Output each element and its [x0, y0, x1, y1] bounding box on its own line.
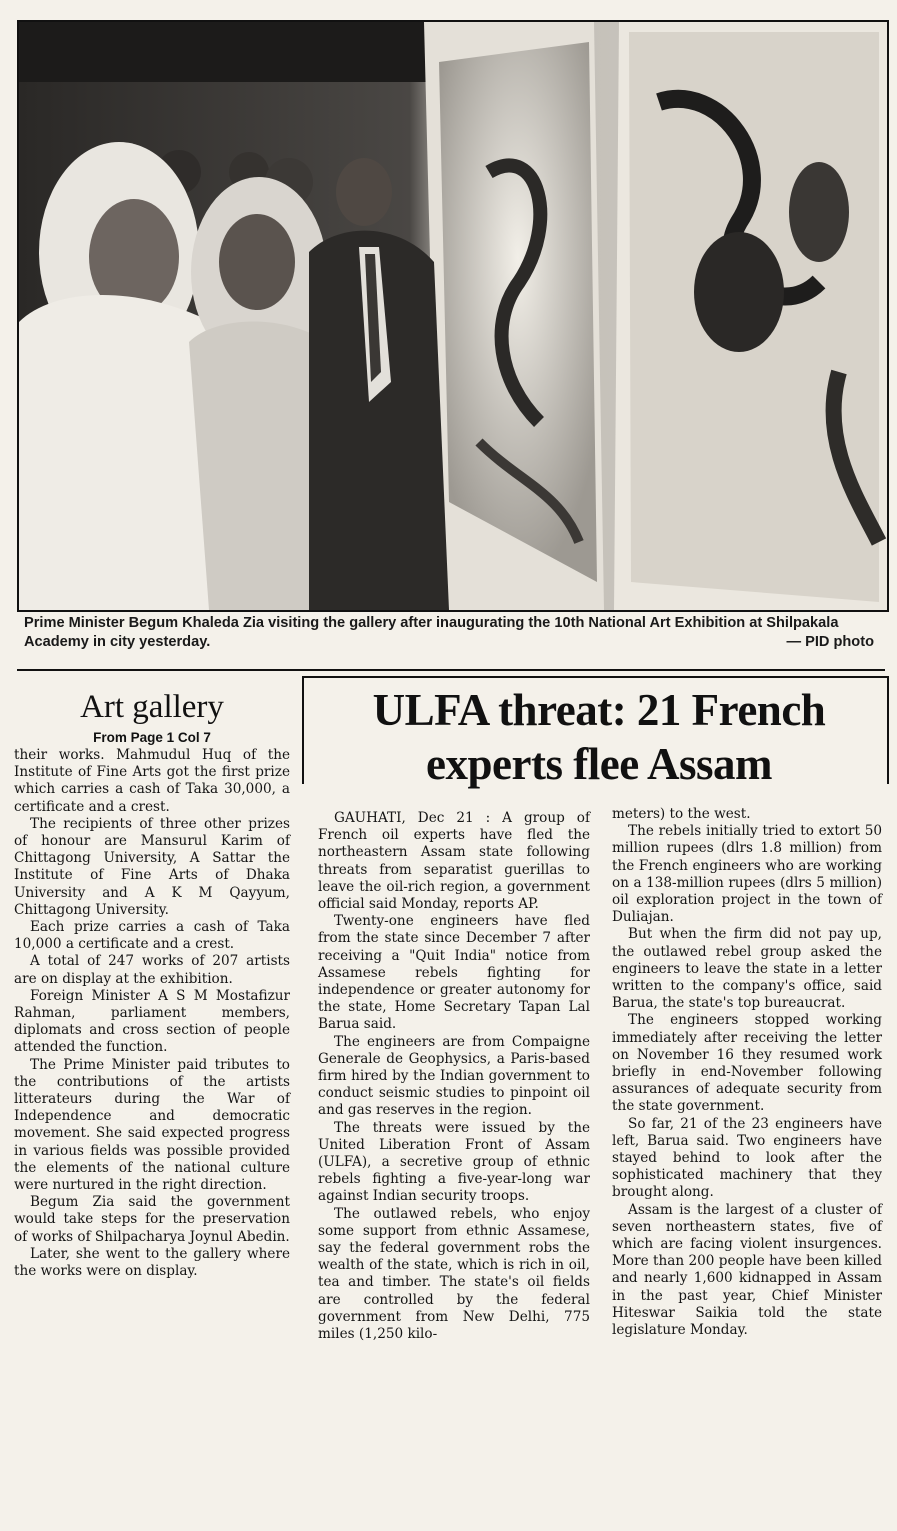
paragraph: their works. Mahmudul Huq of the Institute of Fine Arts got the first prize which carries a cash of Taka 30,000, a certificate and a crest.	[14, 747, 290, 815]
paragraph: The Prime Minister paid tributes to the contributions of the artists litterateurs during the War of Independence and democratic movement. She said expected progress in various fields was possible provided the elements of the national culture were nurtured in the right direction.	[14, 1056, 290, 1194]
main-article-column-1	[318, 810, 590, 1343]
paragraph: Assam is the largest of a cluster of seven northeastern states, five of which are facing violent insurgences. More than 200 people have been killed and nearly 1,600 kidnapped in Assam in the past year, Chief Minister Hiteswar Saikia told the state legislature Monday.	[612, 1201, 882, 1339]
column-rule	[302, 676, 304, 784]
left-article	[14, 686, 290, 1280]
headline-line-2: experts flee Assam	[426, 739, 772, 789]
paragraph: Begum Zia said the government would take steps for the preservation of works of Shilpacharya Joynul Abedin.	[14, 1194, 290, 1245]
paragraph: GAUHATI, Dec 21 : A group of French oil experts have fled the northeastern Assam state following threats from separatist guerillas to leave the oil-rich region, a government official said Monday, reports AP.	[318, 810, 590, 913]
paragraph: Foreign Minister A S M Mostafizur Rahman, parliament members, diplomats and cross section of people attended the function.	[14, 987, 290, 1056]
photo-illustration	[19, 22, 887, 610]
continuation-note: From Page 1 Col 7	[93, 730, 211, 745]
paragraph: Each prize carries a cash of Taka 10,000 a certificate and a crest.	[14, 919, 290, 953]
left-article-headline: Art gallery	[80, 689, 224, 725]
headline-line-1: ULFA threat: 21 French	[372, 685, 826, 735]
paragraph: The recipients of three other prizes of honour are Mansurul Karim of Chittagong University, A Sattar the Institute of Fine Arts of Dhaka University and A K M Qayyum, Chittagong University.	[14, 815, 290, 918]
photo-caption	[24, 614, 874, 652]
paragraph: The rebels initially tried to extort 50 million rupees (dlrs 1.8 million) from the French engineers who are working on a 138-million rupees (dlrs 5 million) oil exploration project in the town of Duliajan.	[612, 823, 882, 926]
paragraph: The threats were issued by the United Liberation Front of Assam (ULFA), a secretive group of ethnic rebels fighting a five-year-long war against Indian security troops.	[318, 1119, 590, 1205]
paragraph: The outlawed rebels, who enjoy some support from ethnic Assamese, say the federal government robs the wealth of the state, which is rich in oil, tea and timber. The state's oil fields are controlled by the federal government from New Delhi, 775 miles (1,250 kilo-	[318, 1205, 590, 1343]
paragraph: So far, 21 of the 23 engineers have left, Barua said. Two engineers have stayed behind to look after the sophisticated machinery that they brought along.	[612, 1115, 882, 1201]
paragraph: Later, she went to the gallery where the works were on display.	[14, 1245, 290, 1280]
main-article-column-2	[612, 806, 882, 1339]
photo-credit: — PID photo	[786, 634, 874, 650]
section-divider	[17, 669, 885, 671]
paragraph: But when the firm did not pay up, the outlawed rebel group asked the engineers to leave the state in a letter written to the company's office, said Barua, the state's top bureaucrat.	[612, 926, 882, 1012]
headline-box-top	[302, 676, 889, 678]
news-photo	[17, 20, 889, 612]
left-article-body	[14, 747, 290, 1280]
paragraph: The engineers stopped working immediately after receiving the letter on November 16 they resumed work briefly in end-November following assurances of adequate security from the state government.	[612, 1012, 882, 1115]
main-headline	[306, 683, 892, 791]
paragraph: A total of 247 works of 207 artists are on display at the exhibition.	[14, 953, 290, 987]
paragraph: meters) to the west.	[612, 806, 751, 822]
caption-text: Prime Minister Begum Khaleda Zia visiting the gallery after inaugurating the 10th National Art Exhibition at Shilpakala Academy in city yesterday.	[24, 615, 839, 650]
paragraph: The engineers are from Compaigne Generale de Geophysics, a Paris-based firm hired by the Indian government to conduct seismic studies to pinpoint oil and gas reserves in the region.	[318, 1033, 590, 1119]
paragraph: Twenty-one engineers have fled from the state since December 7 after receiving a "Quit India" notice from Assamese rebels fighting for independence or greater autonomy for the state, Home Secretary Tapan Lal Barua said.	[318, 913, 590, 1033]
